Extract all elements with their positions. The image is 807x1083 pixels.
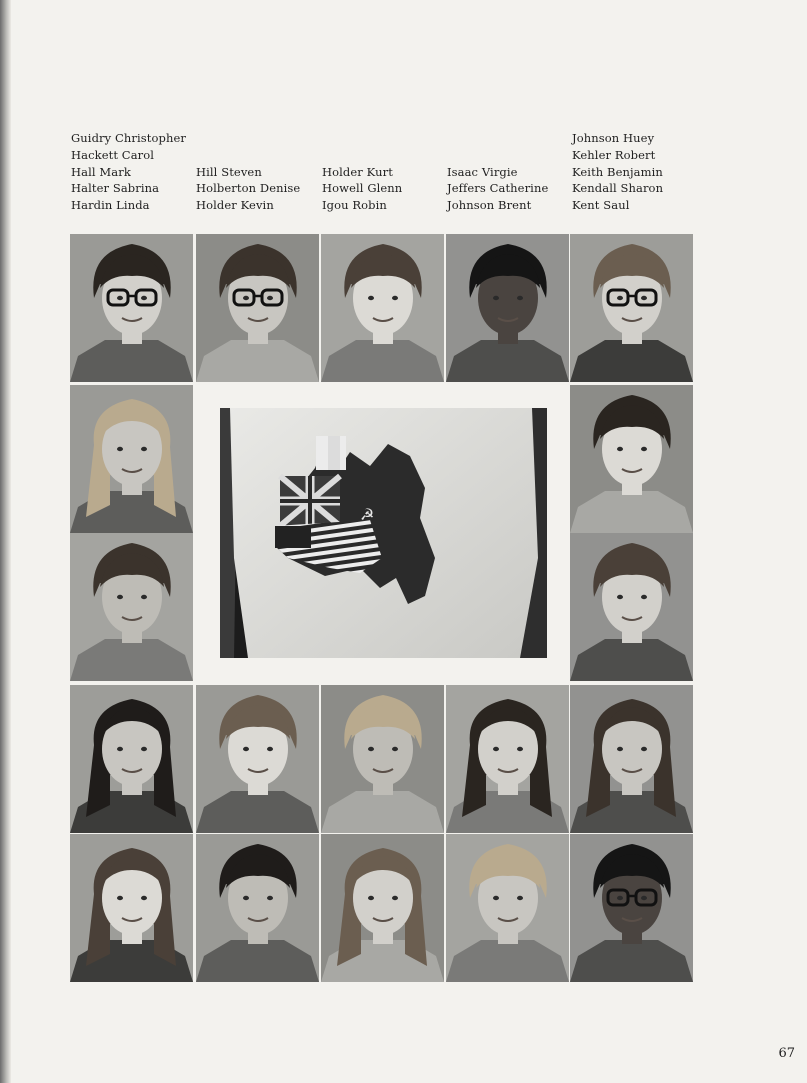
student-portrait	[321, 834, 444, 982]
student-name: Howell Glenn	[322, 181, 403, 196]
student-portrait	[570, 533, 693, 681]
student-portrait	[446, 834, 569, 982]
student-portrait	[321, 234, 444, 382]
student-name: Guidry Christopher	[71, 131, 186, 145]
student-name-list	[0, 130, 807, 220]
name-column-4	[447, 164, 548, 214]
name-column-1	[71, 130, 186, 214]
student-name: Igou Robin	[322, 198, 387, 213]
student-portrait	[70, 834, 193, 982]
student-portrait	[570, 834, 693, 982]
student-name: Kehler Robert	[572, 147, 656, 162]
svg-text:☭: ☭	[360, 505, 375, 524]
student-name: Hardin Linda	[71, 198, 150, 213]
student-portrait	[70, 685, 193, 833]
student-name: Johnson Huey	[572, 131, 655, 145]
student-name: Isaac Virgie	[447, 164, 518, 179]
student-name: Keith Benjamin	[572, 164, 663, 179]
student-name: Holder Kurt	[322, 164, 393, 179]
student-name: Kent Saul	[572, 198, 630, 213]
name-column-5	[572, 130, 663, 214]
student-portrait	[321, 685, 444, 833]
student-portrait	[570, 234, 693, 382]
student-name: Hall Mark	[71, 164, 131, 179]
name-column-3	[322, 164, 402, 214]
student-name: Holder Kevin	[196, 198, 274, 213]
student-portrait	[446, 234, 569, 382]
name-column-2	[196, 164, 300, 214]
student-portrait	[570, 385, 693, 533]
student-name: Kendall Sharon	[572, 181, 664, 196]
student-portrait	[196, 234, 319, 382]
student-portrait	[196, 834, 319, 982]
t-shirt-flag-map-photo	[220, 408, 547, 658]
student-portrait	[70, 533, 193, 681]
student-name: Hill Steven	[196, 164, 262, 179]
student-name: Hackett Carol	[71, 147, 155, 162]
student-portrait	[570, 685, 693, 833]
student-name: Jeffers Catherine	[447, 181, 549, 196]
student-name: Holberton Denise	[196, 181, 301, 196]
student-name: Johnson Brent	[447, 198, 532, 213]
student-portrait	[70, 385, 193, 533]
page-number: 67	[778, 1046, 795, 1061]
student-portrait	[70, 234, 193, 382]
student-portrait	[446, 685, 569, 833]
student-portrait	[196, 685, 319, 833]
student-name: Halter Sabrina	[71, 181, 160, 196]
